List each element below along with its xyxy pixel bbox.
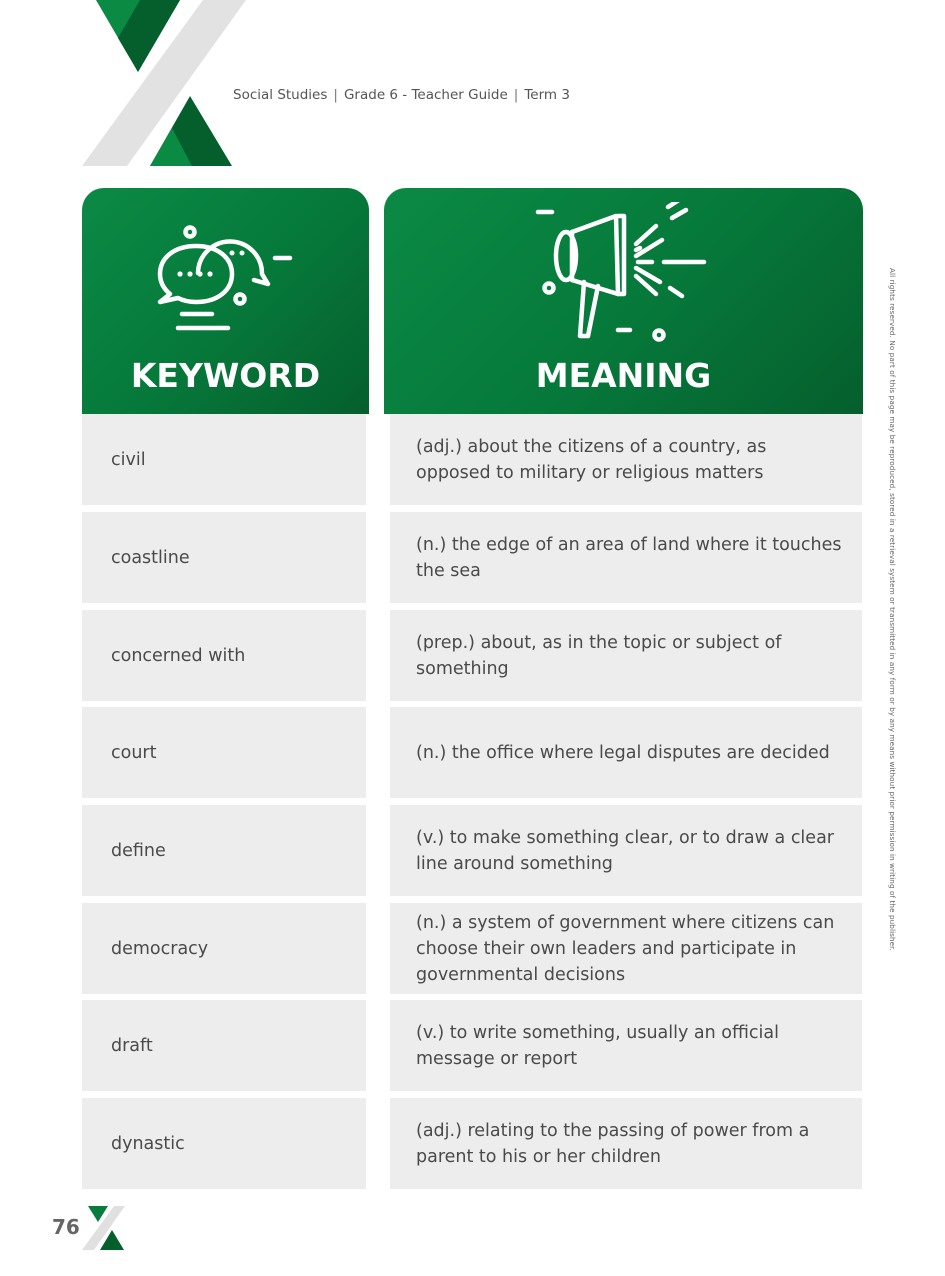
keyword-cell xyxy=(82,1000,366,1091)
footer-logo xyxy=(80,1204,126,1250)
meaning-cell xyxy=(390,903,862,994)
keyword-text: dynastic xyxy=(111,1133,185,1154)
keyword-column-header xyxy=(82,188,369,414)
rights-notice: All rights reserved. No part of this page may be reproduced, stored in a retrieval system or transmitted in any form or by any means without prior permission in writing of the publisher. xyxy=(888,268,897,951)
breadcrumb-term: Term 3 xyxy=(524,87,570,103)
keyword-cell xyxy=(82,1098,366,1189)
meaning-cell xyxy=(390,707,862,798)
keyword-cell xyxy=(82,903,366,994)
keyword-title: KEYWORD xyxy=(130,356,321,395)
speech-bubbles-icon xyxy=(154,218,304,338)
keyword-text: define xyxy=(111,840,166,861)
breadcrumb-subject: Social Studies xyxy=(233,87,328,103)
breadcrumb-grade: Grade 6 - Teacher Guide xyxy=(343,87,508,103)
megaphone-icon xyxy=(532,202,712,352)
meaning-cell xyxy=(390,1000,862,1091)
meaning-cell xyxy=(390,512,862,603)
breadcrumb-separator: | xyxy=(513,87,519,103)
publisher-logo xyxy=(0,0,260,170)
breadcrumb-separator: | xyxy=(333,87,338,103)
meaning-text: (adj.) relating to the passing of power from a parent to his or her children xyxy=(416,1120,810,1167)
keyword-cell xyxy=(82,414,366,505)
meaning-text: (prep.) about, as in the topic or subject of something xyxy=(416,632,782,679)
keyword-cell xyxy=(82,805,366,896)
meaning-title: MEANING xyxy=(535,356,712,395)
meaning-cell xyxy=(390,414,862,505)
meaning-column-header xyxy=(384,188,863,414)
keyword-text: democracy xyxy=(111,938,209,959)
meaning-cell xyxy=(390,805,862,896)
keyword-text: civil xyxy=(111,449,146,470)
keyword-cell xyxy=(82,610,366,701)
meaning-cell xyxy=(390,1098,862,1189)
meaning-text: (v.) to make something clear, or to draw a clear line around something xyxy=(416,827,834,874)
meaning-cell xyxy=(390,610,862,701)
meaning-text: (n.) the office where legal disputes are decided xyxy=(416,742,830,763)
meaning-text: (adj.) about the citizens of a country, as opposed to military or religious matters xyxy=(416,436,767,483)
breadcrumb xyxy=(233,87,570,103)
keyword-text: concerned with xyxy=(111,645,246,666)
meaning-text: (v.) to write something, usually an official message or report xyxy=(416,1022,779,1069)
keyword-text: draft xyxy=(111,1035,153,1056)
keyword-text: court xyxy=(111,742,157,763)
meaning-text: (n.) a system of government where citizens can choose their own leaders and participate in governmental decisions xyxy=(416,912,835,985)
keyword-text: coastline xyxy=(111,547,190,568)
meaning-text: (n.) the edge of an area of land where it touches the sea xyxy=(416,534,842,581)
keyword-cell xyxy=(82,512,366,603)
page-number: 76 xyxy=(52,1215,80,1239)
keyword-cell xyxy=(82,707,366,798)
